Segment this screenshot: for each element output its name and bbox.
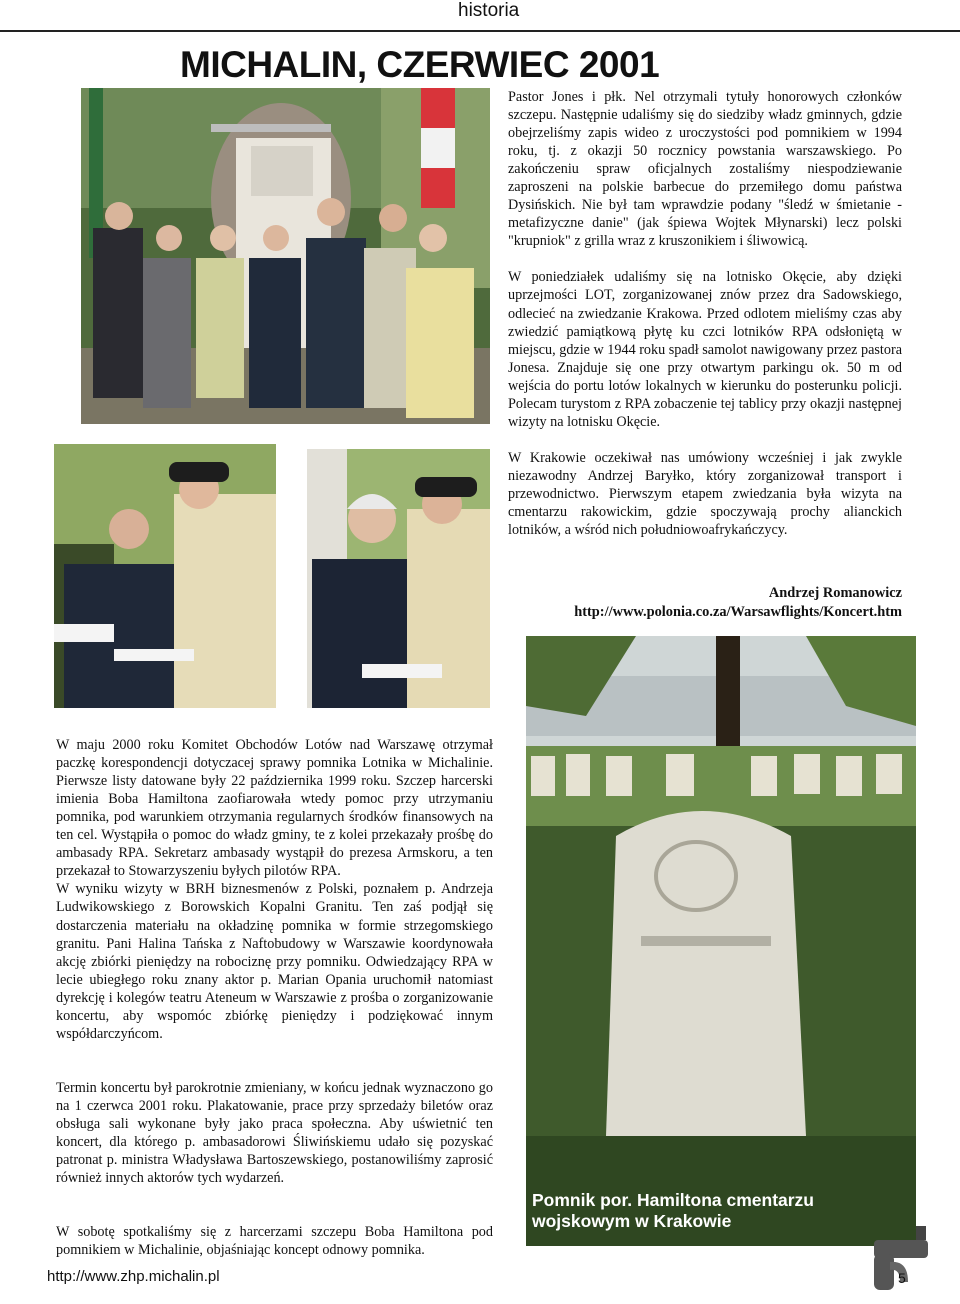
page-number: 5 <box>898 1270 906 1286</box>
tap-icon <box>860 1226 930 1302</box>
caption-line: Pomnik por. Hamiltona cmentarzu <box>532 1190 814 1210</box>
paragraph: W sobotę spotkaliśmy się z harcerzami szczepu Boba Hamiltona pod pomnikiem w Michalinie, objaśniając koncept odnowy pomnika. <box>56 1224 493 1259</box>
footer-url[interactable]: http://www.zhp.michalin.pl <box>47 1268 220 1285</box>
paragraph: W maju 2000 roku Komitet Obchodów Lotów nad Warszawę otrzymał paczkę korespondencji dotyczacej sprawy pomnika Lotnika w Michalinie. Pierwsze listy datowane były 22 października 1999 roku. Szczep harcerski imienia Boba Hamiltona zaofiarowała wtedy pomoc przy utrzymaniu pomnika, pod warunkiem otrzymania regularnych środków finansowych na ten cel. Wystąpiła o pomoc do władz gminy, te z kolei przekazały prośbę do ambasady RPA. Sekretarz ambasady wystąpił do prezesa Armskoru, a ten przekazał to Stowarzyszeniu byłych pilotów RPA. W wyniku wizyty w BRH biznesmenów z Polski, poznałem p. Andrzeja Ludwikowskiego z Borowskich Kopalni Granitu. Ten zaś podjął się dostarczenia materiału na okładzinę pomnika w formie strzegomskiego granitu. Pani Halina Tańska z Naftobudowy w Warszawie koordynowała akcję zbiórki pieniędzy na robociznę przy pomniku. Odwiedzający RPA w lecie ubiegłego roku znany aktor p. Marian Opania uruchomił natomiast dyrekcję i kolegów teatru Ateneum w Warszawie z prośba o zorganizowanie koncertu, aby wspomóc zbiórkę pieniędzy i podziękować innym współdarczyńcom. <box>56 737 493 1042</box>
left-column-text <box>56 718 493 1277</box>
author-url[interactable]: http://www.polonia.co.za/Warsawflights/Koncert.htm <box>574 604 902 620</box>
scout-photo-left <box>54 444 276 708</box>
headstone-photo <box>526 636 916 1246</box>
photo-caption <box>532 1190 814 1232</box>
scout-photo-right <box>307 449 490 708</box>
author-name: Andrzej Romanowicz <box>768 585 902 601</box>
section-label: historia <box>458 0 520 21</box>
group-photo <box>81 88 490 424</box>
paragraph: W Krakowie oczekiwał nas umówiony wcześniej i jak zwykle niezawodny Andrzej Baryłko, który zorganizował transport i przewodnictwo. Pierwszym etapem zwiedzania była wizyta na cmentarzu rakowickim, gdzie spoczywają prochy alianckich lotników, a wśród nich południowoafrykańczycy. <box>508 449 902 539</box>
paragraph: Pastor Jones i płk. Nel otrzymali tytuły honorowych członków szczepu. Następnie udaliśmy się do siedziby władz gminnych, gdzie obejrzeliśmy zapis wideo z uroczystości pod pomnikiem w 1994 roku, tj. z okazji 50 rocznicy powstania warszawskiego. Po zakończeniu spraw oficjalnych zostaliśmy niespodziewanie zaproszeni na polskie barbecue do przemiłego domu państwa Dysińskich. Nie był tam wprawdzie podany "śledź w śmietanie - metafizyczne danie" (jak śpiewa Wojtek Młynarski) lecz polski "krupniok" z grilla wraz z kruszonikiem i śliwowicą. <box>508 89 902 250</box>
header-rule <box>0 30 960 32</box>
right-column-text <box>508 88 902 539</box>
page-title: MICHALIN, CZERWIEC 2001 <box>180 44 660 85</box>
paragraph: Termin koncertu był parokrotnie zmieniany, w końcu jednak wyznaczono go na 1 czerwca 2001 roku. Plakatowanie, prace przy sprzedaży biletów oraz obsługa sali wykonane były jako praca społeczna. Aby uświetnić ten koncert, dla którego p. ambasadorowi Śliwińskiemu udało się pozyskać patronat p. ministra Władysława Bartoszewskiego, postanowiliśmy zaprosić również innych aktorów tych wydarzeń. <box>56 1079 493 1187</box>
paragraph: W poniedziałek udaliśmy się na lotnisko Okęcie, aby dzięki uprzejmości LOT, zorganizowanej znów przez dra Sadowskiego, odlecieć na zwiedzanie Krakowa. Przed odlotem mieliśmy czas aby zwiedzić pamiątkową płytę ku czci lotników RPA odsłoniętą w miejscu, gdzie w 1944 roku spadł samolot nawigowany przez pastora Jonesa. Znajduje się one przy otwartym parkingu ok. 50 m od wejścia do portu lotów lokalnych w kierunku do posterunku policji. Polecam turystom z RPA zobaczenie tej tablicy przy okazji następnej wizyty na lotnisku Okęcie. <box>508 269 902 430</box>
caption-line: wojskowym w Krakowie <box>532 1211 732 1231</box>
